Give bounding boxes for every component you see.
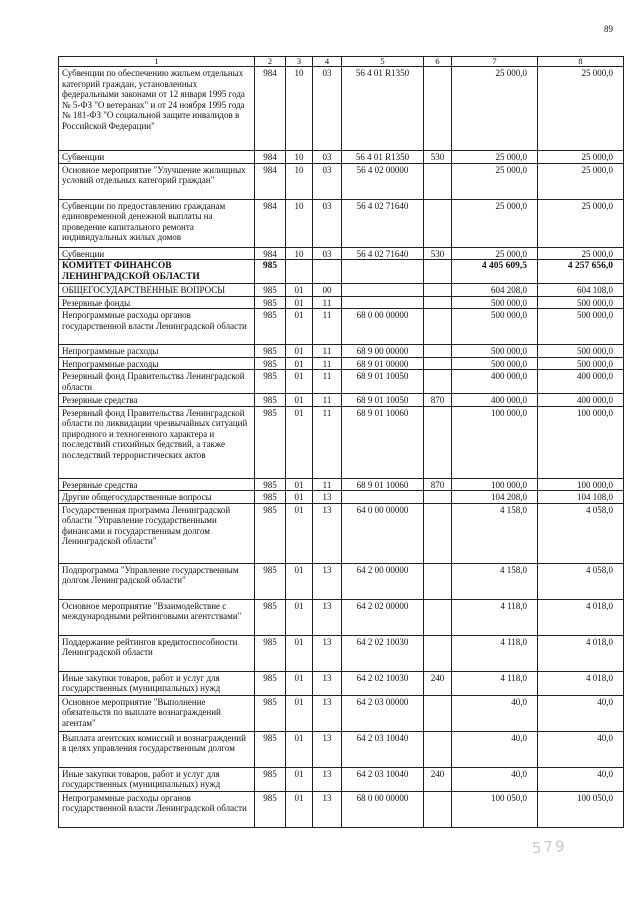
amount-year-1: 25 000,0 (452, 151, 538, 164)
subsection-code: 03 (313, 67, 342, 151)
subsection-code: 13 (313, 491, 342, 504)
amount-year-1: 25 000,0 (452, 247, 538, 260)
table-row (59, 345, 624, 358)
expense-type (424, 695, 452, 731)
amount-year-1: 100 000,0 (452, 406, 538, 478)
row-name: Другие общегосударственные вопросы (59, 491, 255, 504)
row-name: Выплата агентских комиссий и вознаграждений в целях управления государственным долгом (59, 731, 255, 767)
amount-year-1: 104 208,0 (452, 491, 538, 504)
ministry-code: 985 (255, 767, 286, 791)
section-code: 01 (286, 345, 313, 358)
ministry-code: 985 (255, 260, 286, 284)
amount-year-2: 604 108,0 (538, 284, 624, 297)
table-row (59, 357, 624, 370)
subsection-code: 11 (313, 394, 342, 407)
ministry-code: 985 (255, 695, 286, 731)
subsection-code: 11 (313, 370, 342, 394)
row-name: Резервный фонд Правительства Ленинградской области по ликвидации чрезвычайных ситуаций природного и техногенного характера и последствий стихийных бедствий, а также последствий террористических актов (59, 406, 255, 478)
target-article: 56 4 02 71640 (342, 199, 424, 247)
ministry-code: 985 (255, 284, 286, 297)
table-row (59, 491, 624, 504)
table-row (59, 635, 624, 671)
amount-year-1: 4 118,0 (452, 671, 538, 695)
amount-year-2: 40,0 (538, 731, 624, 767)
column-number: 1 (59, 57, 255, 67)
section-code: 01 (286, 563, 313, 599)
column-number: 5 (342, 57, 424, 67)
expense-type (424, 345, 452, 358)
amount-year-1: 4 158,0 (452, 503, 538, 563)
target-article (342, 491, 424, 504)
amount-year-2: 100 000,0 (538, 406, 624, 478)
ministry-code: 984 (255, 163, 286, 199)
expense-type (424, 791, 452, 827)
ministry-code: 985 (255, 491, 286, 504)
ministry-code: 985 (255, 791, 286, 827)
expense-type: 530 (424, 151, 452, 164)
target-article: 64 2 02 10030 (342, 635, 424, 671)
amount-year-1: 4 118,0 (452, 635, 538, 671)
row-name: Непрограммные расходы (59, 345, 255, 358)
target-article (342, 284, 424, 297)
section-code: 10 (286, 151, 313, 164)
target-article: 68 0 00 00000 (342, 791, 424, 827)
ministry-code: 985 (255, 671, 286, 695)
expense-type (424, 563, 452, 599)
column-number: 3 (286, 57, 313, 67)
subsection-code: 13 (313, 563, 342, 599)
target-article: 56 4 02 00000 (342, 163, 424, 199)
amount-year-2: 100 050,0 (538, 791, 624, 827)
amount-year-2: 500 000,0 (538, 345, 624, 358)
ministry-code: 985 (255, 478, 286, 491)
amount-year-1: 400 000,0 (452, 370, 538, 394)
amount-year-2: 25 000,0 (538, 151, 624, 164)
amount-year-2: 4 058,0 (538, 503, 624, 563)
ministry-code: 985 (255, 503, 286, 563)
table-row (59, 791, 624, 827)
target-article (342, 260, 424, 284)
table-row (59, 260, 624, 284)
subsection-code: 13 (313, 767, 342, 791)
subsection-code (313, 260, 342, 284)
row-name: Резервный фонд Правительства Ленинградской области (59, 370, 255, 394)
target-article: 64 2 00 00000 (342, 563, 424, 599)
amount-year-2: 25 000,0 (538, 199, 624, 247)
row-name: Подпрограмма "Управление государственным долгом Ленинградской области" (59, 563, 255, 599)
section-code: 10 (286, 247, 313, 260)
section-code: 10 (286, 163, 313, 199)
expense-type: 870 (424, 394, 452, 407)
target-article: 68 0 00 00000 (342, 309, 424, 345)
section-code: 01 (286, 296, 313, 309)
row-name: ОБЩЕГОСУДАРСТВЕННЫЕ ВОПРОСЫ (59, 284, 255, 297)
amount-year-2: 25 000,0 (538, 67, 624, 151)
section-code: 01 (286, 357, 313, 370)
row-name: Основное мероприятие "Выполнение обязательств по выплате вознаграждений агентам" (59, 695, 255, 731)
amount-year-2: 100 000,0 (538, 478, 624, 491)
subsection-code: 11 (313, 309, 342, 345)
ministry-code: 985 (255, 357, 286, 370)
amount-year-2: 4 058,0 (538, 563, 624, 599)
amount-year-2: 500 000,0 (538, 296, 624, 309)
target-article: 64 0 00 00000 (342, 503, 424, 563)
table-row (59, 563, 624, 599)
amount-year-1: 100 000,0 (452, 478, 538, 491)
amount-year-2: 400 000,0 (538, 394, 624, 407)
target-article: 68 9 01 10060 (342, 478, 424, 491)
ministry-code: 985 (255, 296, 286, 309)
table-row (59, 163, 624, 199)
amount-year-1: 500 000,0 (452, 296, 538, 309)
expense-type (424, 731, 452, 767)
amount-year-1: 25 000,0 (452, 67, 538, 151)
section-code: 01 (286, 731, 313, 767)
target-article: 68 9 01 00000 (342, 357, 424, 370)
subsection-code: 03 (313, 151, 342, 164)
subsection-code: 03 (313, 247, 342, 260)
amount-year-2: 500 000,0 (538, 309, 624, 345)
amount-year-1: 25 000,0 (452, 163, 538, 199)
section-code: 01 (286, 791, 313, 827)
section-code: 01 (286, 695, 313, 731)
ministry-code: 985 (255, 345, 286, 358)
expense-type (424, 370, 452, 394)
subsection-code: 13 (313, 671, 342, 695)
amount-year-2: 4 018,0 (538, 671, 624, 695)
subsection-code: 11 (313, 357, 342, 370)
row-name: Субвенции (59, 151, 255, 164)
section-code: 01 (286, 370, 313, 394)
expense-type (424, 491, 452, 504)
column-number-row (59, 57, 624, 67)
subsection-code: 11 (313, 296, 342, 309)
table-row (59, 406, 624, 478)
ministry-code: 985 (255, 370, 286, 394)
amount-year-2: 4 018,0 (538, 635, 624, 671)
table-row (59, 394, 624, 407)
target-article: 68 9 01 10060 (342, 406, 424, 478)
expense-type (424, 296, 452, 309)
target-article: 68 9 01 10050 (342, 370, 424, 394)
amount-year-1: 500 000,0 (452, 345, 538, 358)
target-article: 64 2 03 10040 (342, 731, 424, 767)
expense-type (424, 163, 452, 199)
expense-type (424, 635, 452, 671)
section-code: 01 (286, 406, 313, 478)
amount-year-1: 25 000,0 (452, 199, 538, 247)
expense-type (424, 599, 452, 635)
table-row (59, 503, 624, 563)
amount-year-2: 500 000,0 (538, 357, 624, 370)
handwritten-page-stamp: 579 (531, 836, 568, 858)
amount-year-2: 4 257 656,0 (538, 260, 624, 284)
table-row (59, 478, 624, 491)
section-code: 10 (286, 199, 313, 247)
row-name: Поддержание рейтингов кредитоспособности Ленинградской области (59, 635, 255, 671)
subsection-code: 13 (313, 731, 342, 767)
row-name: Резервные средства (59, 394, 255, 407)
subsection-code: 11 (313, 406, 342, 478)
column-number: 2 (255, 57, 286, 67)
ministry-code: 985 (255, 406, 286, 478)
row-name: Государственная программа Ленинградской области "Управление государственными финансами и государственным долгом Ленинградской области" (59, 503, 255, 563)
row-name: Субвенции по предоставлению гражданам единовременной денежной выплаты на проведение капитального ремонта индивидуальных жилых домов (59, 199, 255, 247)
ministry-code: 984 (255, 247, 286, 260)
amount-year-1: 4 405 609,5 (452, 260, 538, 284)
amount-year-2: 25 000,0 (538, 247, 624, 260)
row-name: Непрограммные расходы (59, 357, 255, 370)
section-code: 01 (286, 635, 313, 671)
amount-year-1: 100 050,0 (452, 791, 538, 827)
target-article (342, 296, 424, 309)
ministry-code: 984 (255, 199, 286, 247)
subsection-code: 03 (313, 199, 342, 247)
amount-year-1: 500 000,0 (452, 357, 538, 370)
amount-year-2: 40,0 (538, 767, 624, 791)
table-row (59, 296, 624, 309)
expense-type: 530 (424, 247, 452, 260)
row-name: Резервные фонды (59, 296, 255, 309)
section-code: 01 (286, 394, 313, 407)
section-code: 01 (286, 503, 313, 563)
table-row (59, 309, 624, 345)
target-article: 64 2 03 00000 (342, 695, 424, 731)
ministry-code: 985 (255, 563, 286, 599)
amount-year-1: 40,0 (452, 695, 538, 731)
section-code: 01 (286, 309, 313, 345)
column-number: 8 (538, 57, 624, 67)
section-code (286, 260, 313, 284)
amount-year-1: 400 000,0 (452, 394, 538, 407)
subsection-code: 11 (313, 478, 342, 491)
amount-year-1: 40,0 (452, 731, 538, 767)
section-code: 01 (286, 599, 313, 635)
ministry-code: 985 (255, 394, 286, 407)
subsection-code: 13 (313, 695, 342, 731)
table-row (59, 731, 624, 767)
ministry-code: 985 (255, 309, 286, 345)
expense-type (424, 503, 452, 563)
row-name: Основное мероприятие "Взаимодействие с международными рейтинговыми агентствами" (59, 599, 255, 635)
expense-type: 870 (424, 478, 452, 491)
row-name: Непрограммные расходы органов государственной власти Ленинградской области (59, 309, 255, 345)
subsection-code: 11 (313, 345, 342, 358)
expense-type (424, 309, 452, 345)
row-name: Иные закупки товаров, работ и услуг для государственных (муниципальных) нужд (59, 671, 255, 695)
row-name: Субвенции (59, 247, 255, 260)
budget-table (58, 56, 624, 828)
amount-year-1: 500 000,0 (452, 309, 538, 345)
row-name: Основное мероприятие "Улучшение жилищных условий отдельных категорий граждан" (59, 163, 255, 199)
table-row (59, 370, 624, 394)
amount-year-1: 4 118,0 (452, 599, 538, 635)
target-article: 56 4 02 71640 (342, 247, 424, 260)
expense-type: 240 (424, 671, 452, 695)
row-name: Резервные средства (59, 478, 255, 491)
table-row (59, 67, 624, 151)
column-number: 6 (424, 57, 452, 67)
target-article: 56 4 01 R1350 (342, 67, 424, 151)
subsection-code: 13 (313, 503, 342, 563)
amount-year-2: 400 000,0 (538, 370, 624, 394)
section-code: 10 (286, 67, 313, 151)
subsection-code: 13 (313, 635, 342, 671)
target-article: 64 2 03 10040 (342, 767, 424, 791)
amount-year-2: 104 108,0 (538, 491, 624, 504)
row-name: Непрограммные расходы органов государственной власти Ленинградской области (59, 791, 255, 827)
expense-type (424, 406, 452, 478)
subsection-code: 13 (313, 599, 342, 635)
expense-type: 240 (424, 767, 452, 791)
subsection-code: 13 (313, 791, 342, 827)
expense-type (424, 260, 452, 284)
table-row (59, 247, 624, 260)
expense-type (424, 357, 452, 370)
table-row (59, 767, 624, 791)
row-name: Иные закупки товаров, работ и услуг для государственных (муниципальных) нужд (59, 767, 255, 791)
table-row (59, 695, 624, 731)
expense-type (424, 67, 452, 151)
section-code: 01 (286, 671, 313, 695)
subsection-code: 03 (313, 163, 342, 199)
target-article: 56 4 01 R1350 (342, 151, 424, 164)
table-row (59, 284, 624, 297)
section-code: 01 (286, 767, 313, 791)
amount-year-2: 40,0 (538, 695, 624, 731)
amount-year-1: 604 208,0 (452, 284, 538, 297)
table-row (59, 199, 624, 247)
target-article: 64 2 02 00000 (342, 599, 424, 635)
ministry-code: 985 (255, 599, 286, 635)
expense-type (424, 284, 452, 297)
expense-type (424, 199, 452, 247)
row-name: Субвенции по обеспечению жильем отдельных категорий граждан, установленных федеральными законами от 12 января 1995 года № 5-ФЗ "О ветеранах" и от 24 ноября 1995 года № 181-ФЗ "О социальной защите инвалидов в Российской Федерации" (59, 67, 255, 151)
target-article: 68 9 01 10050 (342, 394, 424, 407)
subsection-code: 00 (313, 284, 342, 297)
section-code: 01 (286, 284, 313, 297)
column-number: 7 (452, 57, 538, 67)
row-name: КОМИТЕТ ФИНАНСОВ ЛЕНИНГРАДСКОЙ ОБЛАСТИ (59, 260, 255, 284)
table-row (59, 599, 624, 635)
ministry-code: 984 (255, 151, 286, 164)
page-number: 89 (604, 24, 613, 34)
target-article: 64 2 02 10030 (342, 671, 424, 695)
amount-year-1: 40,0 (452, 767, 538, 791)
target-article: 68 9 00 00000 (342, 345, 424, 358)
ministry-code: 985 (255, 731, 286, 767)
amount-year-2: 25 000,0 (538, 163, 624, 199)
table-row (59, 151, 624, 164)
ministry-code: 984 (255, 67, 286, 151)
column-number: 4 (313, 57, 342, 67)
ministry-code: 985 (255, 635, 286, 671)
amount-year-2: 4 018,0 (538, 599, 624, 635)
amount-year-1: 4 158,0 (452, 563, 538, 599)
table-row (59, 671, 624, 695)
section-code: 01 (286, 491, 313, 504)
section-code: 01 (286, 478, 313, 491)
